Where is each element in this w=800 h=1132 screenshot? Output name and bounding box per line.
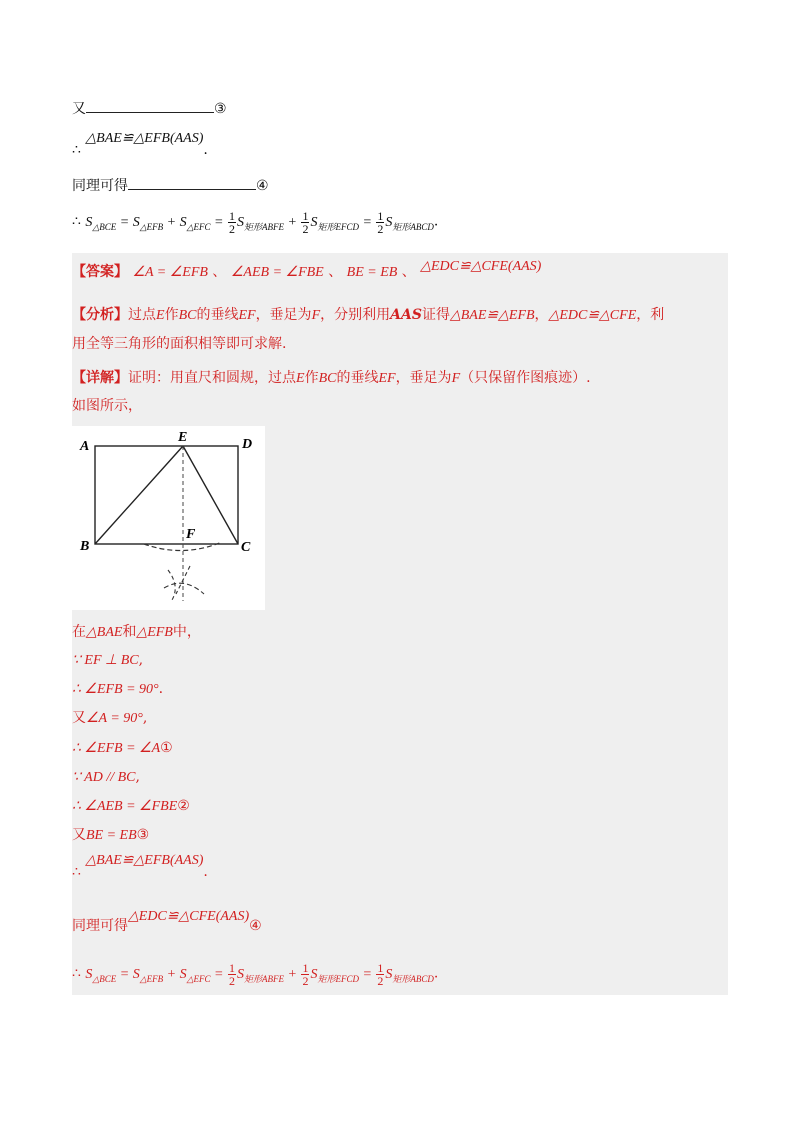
plus: + S (163, 966, 187, 982)
sub-efc: △EFC (186, 221, 211, 232)
line-area-formula-top (72, 210, 438, 237)
sub-abcd: 矩形ABCD (392, 221, 434, 232)
plus: + (284, 214, 301, 230)
sep: 、 (328, 264, 343, 280)
period: . (158, 681, 164, 697)
proof-text: 中， (172, 624, 201, 640)
label-a: A (80, 439, 90, 454)
detail-text: （只保留作图痕迹）. (460, 370, 591, 386)
eq3: = (358, 966, 376, 982)
sub-abfe: 矩形ABFE (244, 973, 284, 984)
sub-efb: △EFB (139, 221, 164, 232)
proof-line-4 (72, 708, 147, 729)
congruence-expr: △BAE≌△EFB(AAS) (85, 131, 204, 146)
therefore-symbol: ∴ (72, 142, 81, 158)
eq1: = S (116, 214, 140, 230)
comma: ， (534, 307, 549, 323)
analysis-text: ，利 (636, 307, 665, 323)
period: . (433, 213, 439, 230)
proof-text: 在 (72, 624, 86, 640)
fill-blank-4[interactable] (128, 175, 256, 190)
proof-math: △EDC≌△CFE(AAS) (128, 909, 250, 924)
label-d: D (242, 437, 253, 452)
fraction-half: $\frac{1}{2}$ (302, 961, 309, 988)
therefore-symbol: ∴ (72, 213, 81, 230)
s-symbol: S (237, 214, 244, 230)
proof-line-6 (72, 767, 140, 788)
plus: + S (163, 214, 187, 230)
detail-line (72, 368, 591, 389)
circle-3: ③ (214, 101, 227, 117)
eq2: = (210, 966, 227, 982)
proof-line-5 (72, 738, 173, 759)
fraction-half: $\frac{1}{2}$ (377, 961, 384, 988)
plus: + (284, 966, 301, 982)
sub-bce: △BCE (92, 221, 117, 232)
proof-line-8 (72, 825, 149, 846)
proof-line-7 (72, 796, 190, 817)
triangle-bae: △BAE (86, 625, 123, 640)
proof-math: ∴ ∠EFB = 90° (72, 682, 159, 697)
analysis-line-2 (72, 334, 286, 354)
proof-math: △BAE≌△EFB(AAS) (85, 853, 204, 868)
circle-1: ① (160, 740, 173, 756)
period: . (433, 965, 439, 982)
proof-math: ∵ AD // BC (72, 770, 136, 785)
detail-text: 的垂线 (336, 370, 379, 386)
congruence-1: △BAE≌△EFB (449, 308, 535, 323)
proof-text: 和 (122, 624, 137, 640)
proof-math: ∠A = 90° (86, 711, 143, 726)
caption-text: 如图所示， (72, 398, 142, 414)
period: . (203, 864, 208, 880)
s-symbol: S (385, 966, 393, 982)
therefore-symbol: ∴ (72, 864, 81, 880)
detail-text: ，垂足为 (395, 370, 452, 386)
analysis-text: 过点 (128, 307, 156, 323)
proof-math: ∵ EF ⊥ BC (72, 653, 139, 668)
point-f: F (451, 371, 461, 386)
sub-bce: △BCE (92, 973, 117, 984)
proof-line-10 (72, 909, 262, 934)
line-you-blank (72, 98, 227, 119)
analysis-text: 作 (164, 307, 179, 323)
fraction-half: $\frac{1}{2}$ (229, 961, 235, 988)
analysis-text: 的垂线 (196, 307, 239, 323)
detail-text: 作 (304, 370, 319, 386)
sub-abfe: 矩形ABFE (244, 221, 284, 232)
sub-abcd: 矩形ABCD (392, 973, 434, 984)
figure-svg (72, 426, 265, 610)
proof-line-3 (72, 679, 163, 700)
rectangle-abcd (95, 446, 238, 544)
text-similarly: 同理可得 (72, 178, 128, 194)
eq1: = S (116, 966, 140, 982)
congruence-2: △EDC≌△CFE (548, 308, 637, 323)
geometry-figure (72, 426, 265, 610)
fraction-half: $\frac{1}{2}$ (377, 209, 384, 236)
s-symbol: S (310, 214, 318, 230)
sep: 、 (212, 264, 227, 280)
detail-tag: 【详解】 (72, 370, 128, 386)
sep: 、 (401, 264, 416, 280)
point-e: E (296, 371, 305, 386)
analysis-tag: 【分析】 (72, 307, 128, 323)
proof-line-9 (72, 853, 208, 880)
proof-text: 同理可得 (72, 918, 128, 934)
proof-text: 又 (72, 827, 86, 843)
s-symbol: S (85, 214, 93, 230)
comma: , (138, 652, 144, 668)
proof-line-1 (72, 622, 201, 643)
analysis-text: 证得 (421, 307, 450, 323)
sub-efcd: 矩形EFCD (317, 221, 359, 232)
analysis-text: ，分别利用 (320, 307, 391, 323)
segment-bc: BC (318, 371, 337, 386)
segment-ef: EF (238, 308, 256, 323)
s-symbol: S (237, 966, 244, 982)
label-b: B (80, 539, 90, 554)
answer-3: BE = EB (346, 265, 398, 280)
analysis-text: ，垂足为 (255, 307, 312, 323)
sub-efb: △EFB (139, 973, 164, 984)
segment-be (95, 446, 183, 544)
proof-math: ∴ ∠EFB = ∠A (72, 741, 161, 756)
answer-4: △EDC≌△CFE(AAS) (420, 259, 542, 274)
segment-bc: BC (178, 308, 197, 323)
label-f: F (186, 527, 196, 542)
sub-efcd: 矩形EFCD (317, 973, 359, 984)
therefore-symbol: ∴ (72, 965, 81, 982)
point-f: F (311, 308, 321, 323)
figure-caption (72, 396, 142, 416)
answer-2: ∠AEB = ∠FBE (230, 265, 324, 280)
s-symbol: S (85, 966, 93, 982)
point-e: E (156, 308, 165, 323)
proof-math: ∴ ∠AEB = ∠FBE (72, 799, 178, 814)
comma: , (142, 710, 148, 726)
answer-1: ∠A = ∠EFB (132, 265, 208, 280)
answer-line (72, 259, 542, 283)
fill-blank-3[interactable] (86, 98, 214, 113)
analysis-text: 用全等三角形的面积相等即可求解. (72, 336, 287, 352)
analysis-line-1 (72, 305, 664, 326)
eq2: = (210, 214, 227, 230)
answer-tag: 【答案】 (72, 264, 128, 280)
aas-bold: AAS (390, 307, 422, 323)
s-symbol: S (310, 966, 318, 982)
eq3: = (358, 214, 376, 230)
proof-text: 又 (72, 710, 86, 726)
circle-4: ④ (256, 178, 269, 194)
proof-math: BE = EB (86, 828, 137, 843)
triangle-efb: △EFB (136, 625, 173, 640)
arc-lower-1 (164, 583, 204, 594)
s-symbol: S (385, 214, 393, 230)
circle-4: ④ (249, 918, 262, 934)
comma: , (135, 769, 140, 785)
line-congruence-1 (72, 131, 208, 158)
text-you: 又 (72, 101, 86, 117)
fraction-half: $\frac{1}{2}$ (229, 209, 235, 236)
label-e: E (178, 430, 188, 445)
detail-text: 证明：用直尺和圆规，过点 (128, 370, 296, 386)
line-similarly-blank (72, 175, 269, 196)
period: . (203, 142, 208, 158)
label-c: C (241, 540, 251, 555)
proof-line-11 (72, 962, 438, 989)
segment-ef: EF (378, 371, 396, 386)
circle-3: ③ (136, 827, 150, 843)
circle-2: ② (177, 798, 190, 814)
fraction-half: $\frac{1}{2}$ (302, 209, 309, 236)
proof-line-2 (72, 650, 143, 671)
sub-efc: △EFC (186, 973, 211, 984)
